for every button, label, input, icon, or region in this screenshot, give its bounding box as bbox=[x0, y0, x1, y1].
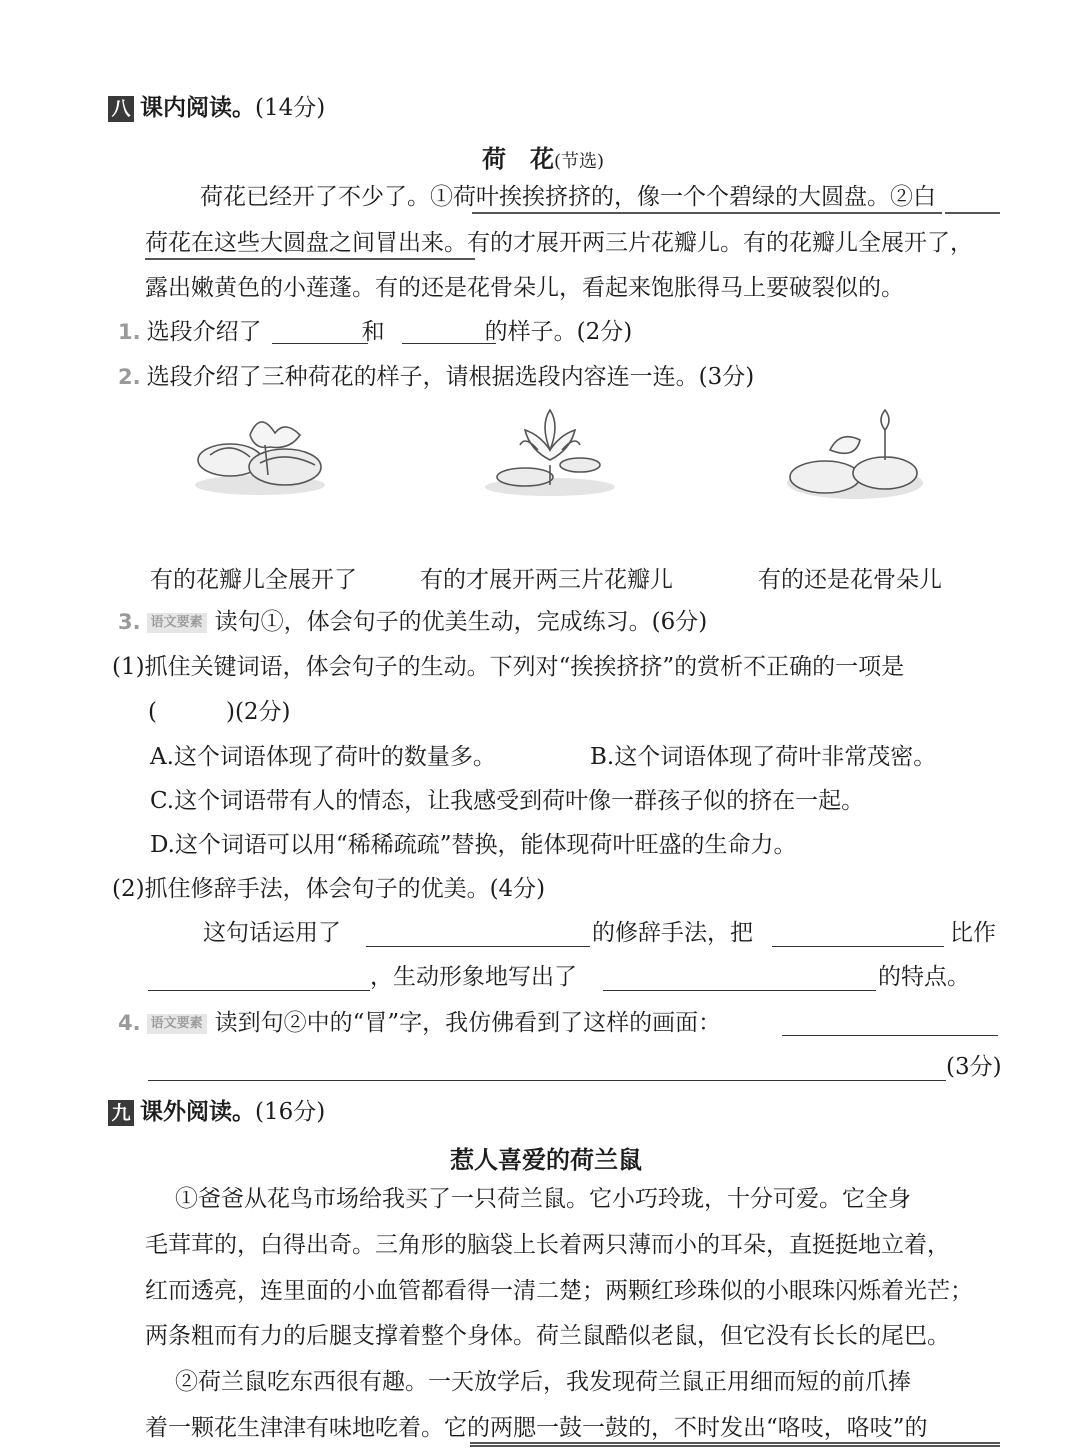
lotus-bud-icon[interactable] bbox=[785, 405, 925, 500]
section9-badge: 九 bbox=[108, 1100, 134, 1126]
q3-1-answer-paren[interactable]: ( )(2分) bbox=[148, 699, 291, 725]
q4-blank-1[interactable] bbox=[782, 1035, 998, 1036]
sentence-2-underline-a bbox=[945, 212, 1000, 214]
q3-tag: 语文要素 bbox=[147, 613, 207, 633]
section8-badge: 八 bbox=[108, 96, 134, 122]
p1-line-4: 两条粗而有力的后腿支撑着整个身体。荷兰鼠酷似老鼠，但它没有长长的尾巴。 bbox=[145, 1323, 950, 1349]
p2-line-2: 着一颗花生津津有味地吃着。它的两腮一鼓一鼓的，不时发出“咯吱，咯吱”的 bbox=[145, 1415, 928, 1441]
q3-2-blank-4[interactable] bbox=[603, 990, 876, 991]
option-1[interactable]: 有的花瓣儿全展开了 bbox=[150, 567, 357, 593]
sentence-2: 荷花在这些大圆盘之间冒出来。 bbox=[145, 230, 467, 256]
p2-line-1: ②荷兰鼠吃东西很有趣。一天放学后，我发现荷兰鼠正用细而短的前爪捧 bbox=[175, 1369, 911, 1395]
choice-a[interactable]: A.这个词语体现了荷叶的数量多。 bbox=[150, 744, 496, 770]
choice-b[interactable]: B.这个词语体现了荷叶非常茂密。 bbox=[590, 744, 937, 770]
section9-score: (16分) bbox=[255, 1099, 326, 1125]
q3-2-blank-1[interactable] bbox=[366, 946, 590, 947]
q4-blank-2[interactable] bbox=[148, 1080, 946, 1081]
question-3: 3. 语文要素 读句①，体会句子的优美生动，完成练习。(6分) bbox=[118, 609, 708, 635]
q4-tag: 语文要素 bbox=[147, 1014, 207, 1034]
p2-double-underlined: 它的两腮一鼓一鼓的，不时发出“咯吱，咯吱”的 bbox=[444, 1415, 928, 1441]
p1-line-1: ①爸爸从花鸟市场给我买了一只荷兰鼠。它小巧玲珑，十分可爱。它全身 bbox=[175, 1186, 911, 1212]
section8-heading: 课内阅读。 bbox=[140, 95, 255, 121]
section9-header bbox=[108, 1097, 325, 1127]
section8-score: (14分) bbox=[255, 95, 326, 121]
choice-d[interactable]: D.这个词语可以用“稀稀疏疏”替换，能体现荷叶旺盛的生命力。 bbox=[150, 832, 797, 858]
section9-heading: 课外阅读。 bbox=[140, 1099, 255, 1125]
q3-2-blank-3[interactable] bbox=[148, 990, 370, 991]
sentence-1-underline bbox=[472, 212, 942, 214]
p1-line-2: 毛茸茸的，白得出奇。三角形的脑袋上长着两只薄而小的耳朵，直挺挺地立着， bbox=[145, 1232, 950, 1258]
passage-title: 荷 花(节选) bbox=[482, 145, 605, 173]
passage-line-2: 荷花在这些大圆盘之间冒出来。有的才展开两三片花瓣儿。有的花瓣儿全展开了， bbox=[145, 230, 973, 256]
q3-2-line2-e: 的特点。 bbox=[878, 964, 970, 990]
passage-title-note: (节选) bbox=[554, 151, 605, 172]
q3-2-line1-a: 这句话运用了 bbox=[203, 920, 341, 946]
question-3-2: (2)抓住修辞手法，体会句子的优美。(4分) bbox=[112, 876, 546, 902]
lotus-full-bloom-icon[interactable] bbox=[480, 405, 620, 500]
q4-score: (3分) bbox=[946, 1054, 1002, 1080]
q3-2-line2-d: ，生动形象地写出了 bbox=[370, 964, 577, 990]
option-2[interactable]: 有的才展开两三片花瓣儿 bbox=[420, 567, 673, 593]
q3-2-line1-b: 的修辞手法，把 bbox=[592, 920, 753, 946]
q1-blank-1[interactable] bbox=[272, 343, 368, 344]
q3-2-blank-2[interactable] bbox=[772, 946, 944, 947]
p2-double-underline bbox=[470, 1442, 1000, 1444]
p1-line-3: 红而透亮，连里面的小血管都看得一清二楚；两颗红珍珠似的小眼珠闪烁着光芒； bbox=[145, 1278, 973, 1304]
sentence-1: ①荷叶挨挨挤挤的，像一个个碧绿的大圆盘。 bbox=[430, 184, 890, 210]
choice-c[interactable]: C.这个词语带有人的情态，让我感受到荷叶像一群孩子似的挤在一起。 bbox=[150, 788, 865, 814]
q1-blank-2[interactable] bbox=[402, 343, 496, 344]
q3-2-line1-c: 比作 bbox=[950, 920, 996, 946]
question-2: 2. 选段介绍了三种荷花的样子，请根据选段内容连一连。(3分) bbox=[118, 364, 755, 390]
passage-line-1: 荷花已经开了不少了。①荷叶挨挨挤挤的，像一个个碧绿的大圆盘。②白 bbox=[200, 184, 936, 210]
passage-line-3: 露出嫩黄色的小莲蓬。有的还是花骨朵儿，看起来饱胀得马上要破裂似的。 bbox=[145, 275, 904, 301]
section8-header bbox=[108, 93, 325, 123]
question-1: 1. 选段介绍了 和 的样子。(2分) bbox=[118, 319, 633, 345]
passage2-title: 惹人喜爱的荷兰鼠 bbox=[450, 1146, 642, 1174]
question-4: 4. 语文要素 读到句②中的“冒”字，我仿佛看到了这样的画面： bbox=[118, 1010, 722, 1036]
option-3[interactable]: 有的还是花骨朵儿 bbox=[758, 567, 942, 593]
lotus-leaves-half-open-icon[interactable] bbox=[190, 405, 330, 500]
question-3-1: (1)抓住关键词语，体会句子的生动。下列对“挨挨挤挤”的赏析不正确的一项是 bbox=[112, 654, 905, 680]
sentence-2-underline-b bbox=[145, 258, 475, 260]
